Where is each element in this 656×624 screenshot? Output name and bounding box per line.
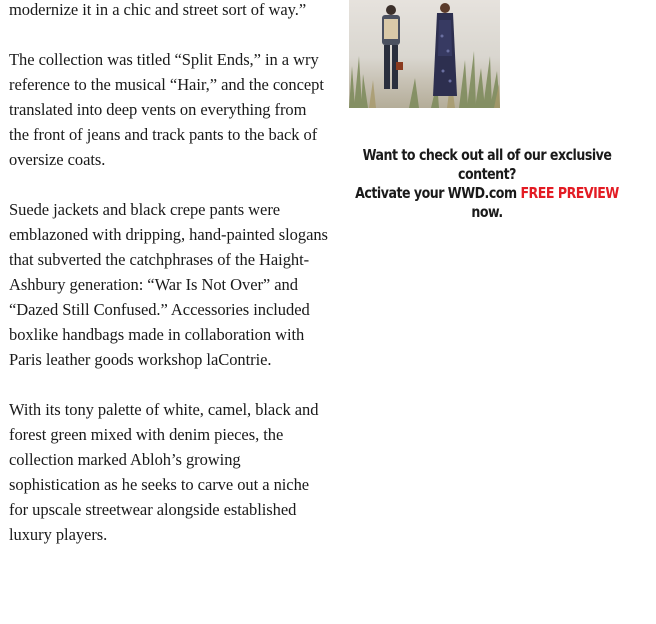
free-preview-promo[interactable] — [353, 146, 620, 222]
article-paragraph: With its tony palette of white, camel, black and forest green mixed with denim pieces, the collection marked Abloh’s growing sophistication as he seeks to carve out a niche for upscale streetwear alongside established luxury players. — [9, 400, 319, 544]
free-preview-link[interactable]: FREE PREVIEW — [520, 184, 619, 202]
promo-line-2 — [353, 184, 620, 222]
model-left — [382, 5, 403, 89]
promo-line-1: Want to check out all of our exclusive content? — [362, 146, 612, 183]
article-paragraph: modernize it in a chic and street sort of way.” — [9, 0, 307, 19]
article-paragraph: The collection was titled “Split Ends,” in a wry reference to the musical “Hair,” and the concept translated into deep vents on everything from the front of jeans and track pants to the back of oversize coats. — [9, 50, 324, 169]
article-paragraph: Suede jackets and black crepe pants were emblazoned with dripping, hand-painted slogans that subverted the catchphrases of the Haight-Ashbury generation: “War Is Not Over” and “Dazed Still Confused.” Accessories included boxlike handbags made in collaboration with Paris leather goods workshop laContrie. — [9, 200, 328, 369]
article-body — [9, 0, 329, 572]
promo-line-2-prefix: Activate your WWD.com — [355, 184, 521, 202]
promo-line-2-suffix: now. — [471, 203, 503, 221]
model-right — [433, 3, 457, 96]
runway-photo[interactable] — [349, 0, 500, 108]
